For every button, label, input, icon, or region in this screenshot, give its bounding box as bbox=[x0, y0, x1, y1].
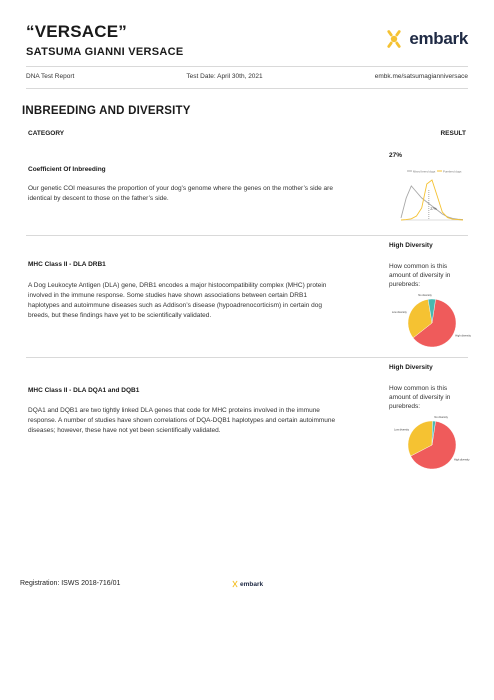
dqa1-description-line: response. A number of studies have shown correlations of DQA-DQB1 haplotypes and certain autoimmune bbox=[28, 417, 336, 424]
dqa1-result-value: High Diversity bbox=[389, 364, 433, 371]
result-column-header: RESULT bbox=[440, 130, 466, 137]
dqa1-diversity-pie bbox=[394, 418, 470, 472]
profile-url[interactable]: embk.me/satsumagianniversace bbox=[374, 73, 468, 80]
header-divider-bottom bbox=[26, 88, 468, 89]
dqa1-description-line: DQA1 and DQB1 are two tightly linked DLA genes that code for MHC proteins involved in the immune bbox=[28, 407, 320, 414]
dqa1-description-line: diseases; however, these have not yet been scientifically validated. bbox=[28, 427, 221, 434]
dog-registered-name: SATSUMA GIANNI VERSACE bbox=[26, 46, 184, 58]
report-header bbox=[26, 22, 468, 58]
coi-marker-label: 27% bbox=[430, 207, 437, 211]
drb1-description-line: haplotypes and autoimmune diseases such as Addison’s disease (hypoadrenocorticism) in certain dog bbox=[28, 302, 322, 309]
drb1-result-value: High Diversity bbox=[389, 242, 433, 249]
dqa1-pie-label-1: Low diversity bbox=[394, 428, 410, 432]
drb1-description-line: A Dog Leukocyte Antigen (DLA) gene, DRB1 encodes a major histocompatibility complex (MHC) protein bbox=[28, 282, 327, 289]
embark-logo-text: embark bbox=[409, 29, 468, 48]
footer-logo-text: embark bbox=[240, 580, 264, 588]
drb1-title: MHC Class II - DLA DRB1 bbox=[28, 261, 106, 268]
coi-description-line: Our genetic COI measures the proportion of your dog’s genome where the genes on the mother’s side are bbox=[28, 185, 333, 192]
drb1-pie-label-0: High diversity bbox=[455, 334, 471, 338]
registration-number: Registration: ISWS 2018-716/01 bbox=[20, 580, 121, 587]
coi-description bbox=[28, 184, 373, 204]
coi-result-value: 27% bbox=[389, 152, 403, 159]
dqa1-dqb1-description bbox=[28, 406, 373, 436]
report-type: DNA Test Report bbox=[26, 73, 75, 80]
coi-distribution-chart bbox=[397, 166, 467, 226]
drb1-result-caption: How common is this amount of diversity in purebreds: bbox=[389, 263, 451, 288]
coi-legend-label: Purebred dogs bbox=[443, 169, 462, 174]
drb1-description bbox=[28, 281, 373, 321]
report-meta bbox=[26, 73, 468, 80]
dqa1-pie-label-2: No diversity bbox=[434, 416, 448, 420]
coi-legend-label: Mixed breed dogs bbox=[413, 169, 436, 174]
drb1-description-line: involved in the immune response. Some studies have shown associations between certain DRB1 bbox=[28, 292, 307, 299]
coi-series-line-1 bbox=[401, 180, 463, 220]
footer-embark-logo bbox=[231, 580, 263, 588]
drb1-pie-label-2: No diversity bbox=[418, 294, 432, 297]
header-divider-top bbox=[26, 66, 468, 67]
dog-call-name: “VERSACE” bbox=[26, 22, 127, 41]
embark-logo[interactable] bbox=[383, 28, 468, 50]
row-divider bbox=[26, 235, 468, 236]
test-date: Test Date: April 30th, 2021 bbox=[186, 73, 263, 80]
dqa1-result-caption: How common is this amount of diversity in purebreds: bbox=[389, 385, 451, 410]
drb1-diversity-pie bbox=[391, 294, 471, 350]
coi-description-line: identical by descent to those on the father’s side. bbox=[28, 195, 169, 202]
drb1-description-line: breeds, but these findings have yet to be scientifically validated. bbox=[28, 312, 212, 319]
embark-star-icon bbox=[231, 580, 239, 588]
dqa1-dqb1-title: MHC Class II - DLA DQA1 and DQB1 bbox=[28, 387, 140, 394]
row-divider bbox=[26, 357, 468, 358]
coi-title: Coefficient Of Inbreeding bbox=[28, 166, 106, 173]
section-title: INBREEDING AND DIVERSITY bbox=[22, 105, 191, 117]
dqa1-pie-label-0: High diversity bbox=[454, 458, 470, 462]
embark-star-icon bbox=[383, 28, 405, 50]
coi-series-line-0 bbox=[401, 186, 463, 220]
drb1-pie-label-1: Low diversity bbox=[391, 311, 407, 315]
category-column-header: CATEGORY bbox=[28, 130, 65, 137]
